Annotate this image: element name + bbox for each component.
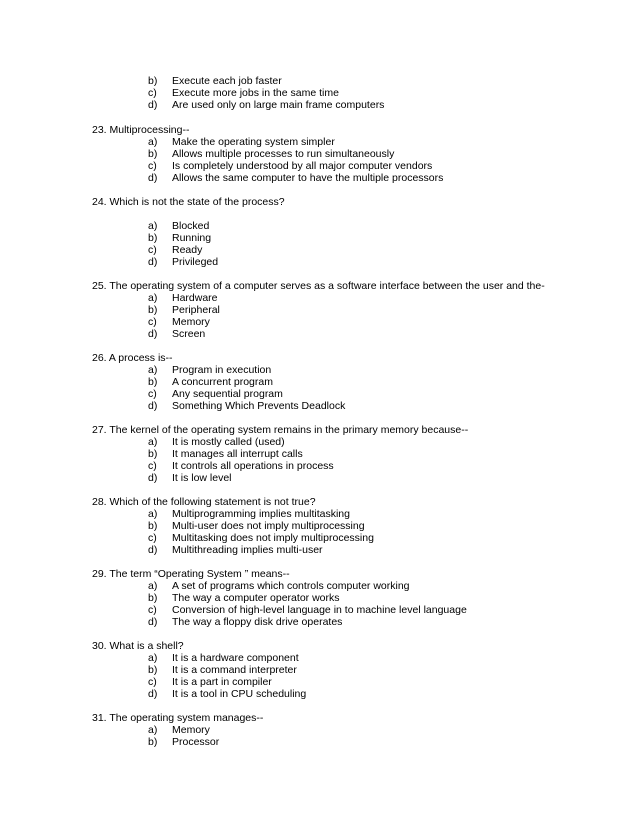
option-letter: d) xyxy=(148,172,158,184)
option-text: Multitasking does not imply multiprocessing xyxy=(172,532,374,544)
question-text: 23. Multiprocessing-- xyxy=(92,124,190,136)
option-letter: d) xyxy=(148,472,158,484)
option-letter: a) xyxy=(148,652,158,664)
option-letter: c) xyxy=(148,460,157,472)
option-text: Something Which Prevents Deadlock xyxy=(172,400,346,412)
option-text: Execute each job faster xyxy=(172,75,282,87)
option-letter: c) xyxy=(148,604,157,616)
option-text: A set of programs which controls computer working xyxy=(172,580,410,592)
option-text: Running xyxy=(172,232,212,244)
option-text: The way a floppy disk drive operates xyxy=(172,616,343,628)
question-text: 25. The operating system of a computer serves as a software interface between the user and the- xyxy=(92,280,545,292)
option-letter: b) xyxy=(148,592,158,604)
option-letter: d) xyxy=(148,544,158,556)
option-text: Multi-user does not imply multiprocessing xyxy=(172,520,365,532)
option-text: It manages all interrupt calls xyxy=(172,448,303,460)
option-letter: a) xyxy=(148,292,158,304)
option-letter: b) xyxy=(148,664,158,676)
option-letter: c) xyxy=(148,160,157,172)
option-text: Execute more jobs in the same time xyxy=(172,87,339,99)
option-letter: b) xyxy=(148,148,158,160)
option-text: It is low level xyxy=(172,472,232,484)
option-text: Allows the same computer to have the multiple processors xyxy=(172,172,444,184)
option-letter: c) xyxy=(148,532,157,544)
option-text: Memory xyxy=(172,724,210,736)
option-text: Allows multiple processes to run simultaneously xyxy=(172,148,395,160)
question-text: 24. Which is not the state of the process? xyxy=(92,196,285,208)
option-text: Privileged xyxy=(172,256,219,268)
option-letter: c) xyxy=(148,388,157,400)
option-text: It is a tool in CPU scheduling xyxy=(172,688,307,700)
option-letter: d) xyxy=(148,400,158,412)
option-text: It is a part in compiler xyxy=(172,676,272,688)
option-letter: c) xyxy=(148,244,157,256)
option-text: It is a hardware component xyxy=(172,652,299,664)
question-text: 27. The kernel of the operating system remains in the primary memory because-- xyxy=(92,424,469,436)
option-letter: a) xyxy=(148,220,158,232)
option-letter: a) xyxy=(148,136,158,148)
option-letter: a) xyxy=(148,436,158,448)
option-text: The way a computer operator works xyxy=(172,592,340,604)
option-letter: c) xyxy=(148,87,157,99)
option-letter: b) xyxy=(148,304,158,316)
option-letter: d) xyxy=(148,328,158,340)
option-text: Make the operating system simpler xyxy=(172,136,335,148)
option-text: Peripheral xyxy=(172,304,220,316)
option-letter: b) xyxy=(148,736,158,748)
question-text: 28. Which of the following statement is not true? xyxy=(92,496,316,508)
option-letter: c) xyxy=(148,676,157,688)
option-letter: b) xyxy=(148,232,158,244)
option-letter: d) xyxy=(148,99,158,111)
option-letter: a) xyxy=(148,364,158,376)
option-text: Any sequential program xyxy=(172,388,283,400)
option-text: Program in execution xyxy=(172,364,272,376)
option-letter: b) xyxy=(148,75,158,87)
option-text: Memory xyxy=(172,316,210,328)
option-letter: d) xyxy=(148,688,158,700)
option-text: Multithreading implies multi-user xyxy=(172,544,323,556)
option-letter: c) xyxy=(148,316,157,328)
option-letter: b) xyxy=(148,520,158,532)
option-letter: a) xyxy=(148,580,158,592)
option-text: A concurrent program xyxy=(172,376,273,388)
option-text: Are used only on large main frame computers xyxy=(172,99,385,111)
option-letter: a) xyxy=(148,724,158,736)
option-text: Conversion of high-level language in to machine level language xyxy=(172,604,467,616)
option-letter: a) xyxy=(148,508,158,520)
option-text: It is a command interpreter xyxy=(172,664,297,676)
option-text: Processor xyxy=(172,736,220,748)
option-text: Blocked xyxy=(172,220,210,232)
question-text: 30. What is a shell? xyxy=(92,640,184,652)
option-letter: d) xyxy=(148,616,158,628)
option-text: It is mostly called (used) xyxy=(172,436,285,448)
option-text: Ready xyxy=(172,244,203,256)
option-text: Screen xyxy=(172,328,206,340)
option-letter: b) xyxy=(148,376,158,388)
question-text: 31. The operating system manages-- xyxy=(92,712,264,724)
question-text: 26. A process is-- xyxy=(92,352,173,364)
option-text: Multiprogramming implies multitasking xyxy=(172,508,350,520)
option-text: Hardware xyxy=(172,292,218,304)
question-text: 29. The term “Operating System ” means-- xyxy=(92,568,290,580)
option-letter: d) xyxy=(148,256,158,268)
option-text: Is completely understood by all major computer vendors xyxy=(172,160,433,172)
option-letter: b) xyxy=(148,448,158,460)
option-text: It controls all operations in process xyxy=(172,460,334,472)
